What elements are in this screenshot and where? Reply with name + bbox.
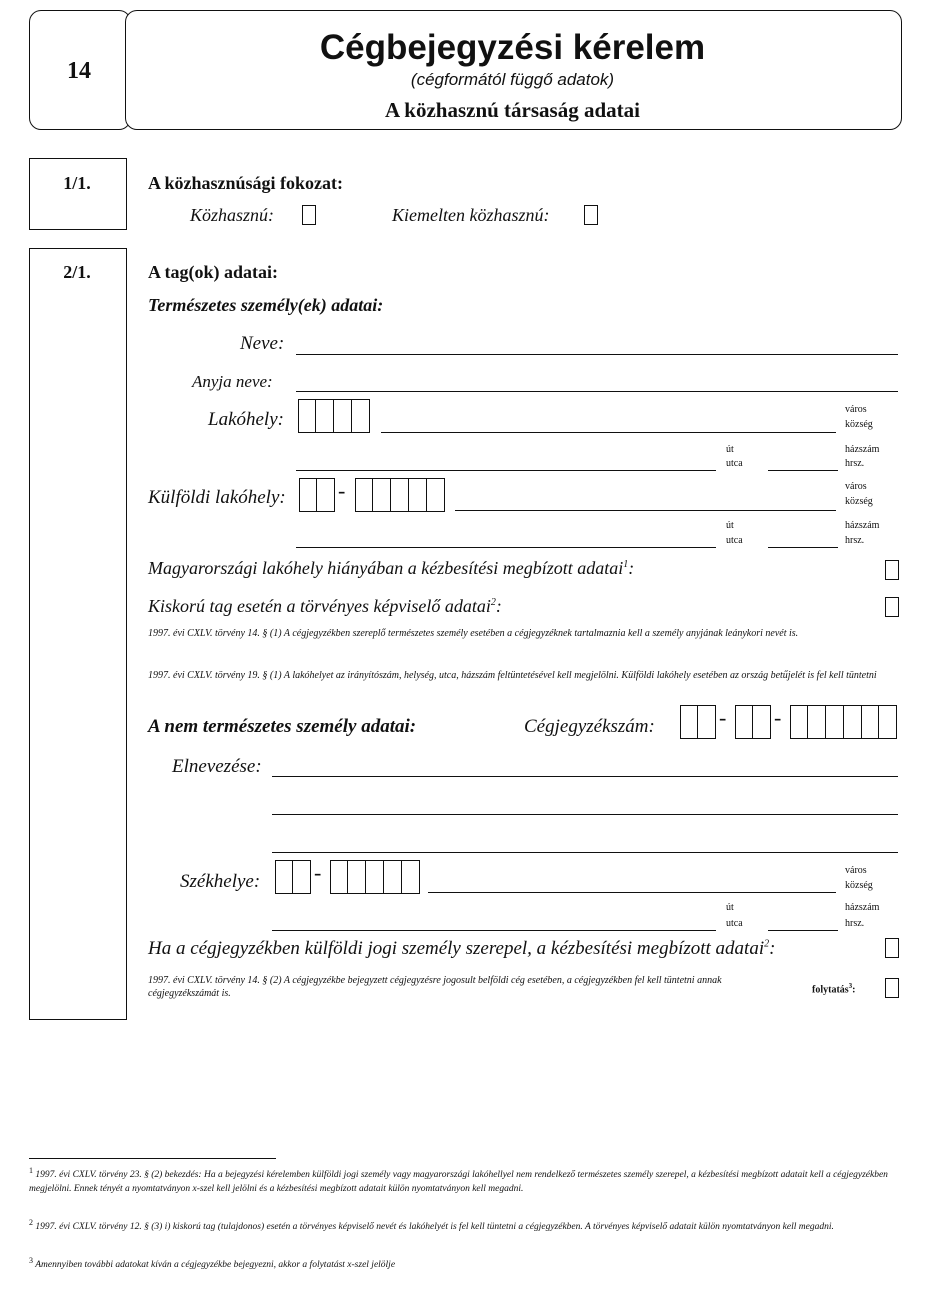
foreign-city-line[interactable]	[455, 510, 836, 511]
foreign-postcode-cells[interactable]	[356, 478, 445, 512]
reg-number-label: Cégjegyzékszám:	[524, 716, 655, 737]
foreign-utca: utca	[726, 535, 743, 546]
seat-varos: város	[845, 865, 867, 876]
seat-housenumber-line[interactable]	[768, 930, 838, 931]
entity-name-line-3[interactable]	[272, 852, 898, 853]
residence-street-line[interactable]	[296, 470, 716, 471]
residence-housenumber-line[interactable]	[768, 470, 838, 471]
residence-label: Lakóhely:	[208, 409, 284, 430]
name-label: Neve:	[240, 333, 285, 354]
footnote-ref-2: 2	[490, 597, 496, 608]
mother-name-label: Anyja neve:	[192, 372, 273, 391]
reg-number-form-cells[interactable]	[736, 705, 771, 739]
footnote-2: $^2$ 1997. évi CXLV. törvény 12. § (3) i) kiskorú tag (tulajdonos) esetén a törvényes képviselő nevét és lakóhelyét is fel kell tüntetni a cégjegyzékben. A törvényes képviselő adatait külön nyomtatványon kell megadni.	[29, 1218, 834, 1233]
reg-dash-1: -	[719, 705, 727, 730]
residence-hrsz: hrsz.	[845, 458, 865, 469]
name-input-line[interactable]	[296, 354, 898, 355]
kozhasznu-checkbox[interactable]	[302, 205, 316, 225]
foreign-kozseg: község	[845, 496, 873, 507]
form-number: 14	[67, 58, 91, 84]
seat-dash: -	[314, 860, 322, 885]
seat-city-line[interactable]	[428, 892, 836, 893]
residence-city-line[interactable]	[381, 432, 836, 433]
foreign-country-cells[interactable]	[300, 478, 335, 512]
section-title: A közhasznú társaság adatai	[385, 98, 640, 122]
page-subtitle: (cégformától függő adatok)	[410, 70, 615, 89]
legal-entity-heading: A nem természetes személy adatai:	[148, 716, 417, 737]
law-note-2: 1997. évi CXLV. törvény 19. § (1) A lakóhelyet az irányítószám, helység, utca, házszám feltüntetésével kell megjelölni. Külföldi lakóhely esetében az ország betűjelét is fel kell tüntetni	[148, 670, 877, 681]
foreign-residence-label: Külföldi lakóhely:	[148, 487, 286, 508]
foreign-dash: -	[338, 478, 346, 503]
kiemelten-kozhasznu-checkbox[interactable]	[584, 205, 598, 225]
footnote-3: $^3$ Amennyiben további adatokat kíván a cégjegyzékbe bejegyezni, akkor a folytatást x-szel jelölje	[29, 1256, 396, 1271]
seat-ut: út	[726, 902, 734, 913]
section-number-box-2	[29, 248, 127, 1020]
seat-label: Székhelye:	[180, 871, 261, 892]
section-number-box-1	[29, 158, 127, 230]
foreign-housenumber-line[interactable]	[768, 547, 838, 548]
residence-utca: utca	[726, 458, 743, 469]
foreign-street-line[interactable]	[296, 547, 716, 548]
seat-postcode-cells[interactable]	[331, 860, 420, 894]
section-heading-1: A közhasznúsági fokozat:	[148, 173, 344, 193]
footnote-ref-2b: 2	[764, 938, 770, 950]
minor-representative-checkbox[interactable]	[885, 597, 899, 617]
natural-persons-heading: Természetes személy(ek) adatai:	[148, 295, 384, 315]
section-number-1: 1/1.	[63, 173, 91, 193]
foreign-entity-agent-label: Ha a cégjegyzékben külföldi jogi személy szerepel, a kézbesítési megbízott adatai$^2$:	[148, 938, 776, 959]
option-kozhasznu-label: Közhasznú:	[190, 205, 275, 225]
footnote-ref-3: 3	[848, 982, 853, 990]
foreign-entity-agent-checkbox[interactable]	[885, 938, 899, 958]
law-note-1: 1997. évi CXLV. törvény 14. § (1) A cégjegyzékben szereplő természetes személy esetében a cégjegyzéknek tartalmaznia kell a személy anyjának leánykori nevét is.	[148, 628, 799, 639]
page-title: Cégbejegyzési kérelem	[319, 28, 706, 67]
minor-representative-label: Kiskorú tag esetén a törvényes képviselő adatai$^2$:	[148, 596, 502, 616]
residence-postcode-cells[interactable]	[299, 399, 370, 433]
delivery-agent-checkbox[interactable]	[885, 560, 899, 580]
reg-number-court-cells[interactable]	[681, 705, 716, 739]
entity-name-line-2[interactable]	[272, 814, 898, 815]
residence-kozseg: község	[845, 419, 873, 430]
entity-name-line-1[interactable]	[272, 776, 898, 777]
law-note-3: 1997. évi CXLV. törvény 14. § (2) A cégjegyzékbe bejegyzett cégjegyzésre jogosult belföldi cég esetében, a cégjegyzékben fel kell tüntetni annak cégjegyzékszámát is.	[148, 975, 722, 999]
reg-number-serial-cells[interactable]	[791, 705, 897, 739]
seat-hazszam: házszám	[845, 902, 880, 913]
continuation-checkbox[interactable]	[885, 978, 899, 998]
footnote-1: $^1$ 1997. évi CXLV. törvény 23. § (2) bekezdés: Ha a bejegyzési kérelemben külföldi jogi személy vagy magyarországi lakóhellyel nem rendelkező természetes személy szerepel, a kézbesítési megbízott adatait kell a cégjegyzékben megjelölni. Ennek tényét a nyomtatványon x-szel kell jelölni és a kézbesítési megbízott adatait külön nyomtatványon kell megadni.	[29, 1166, 888, 1194]
mother-name-input-line[interactable]	[296, 391, 898, 392]
residence-hazszam: házszám	[845, 444, 880, 455]
seat-hrsz: hrsz.	[845, 918, 865, 929]
foreign-varos: város	[845, 481, 867, 492]
entity-name-label: Elnevezése:	[172, 756, 262, 777]
seat-utca: utca	[726, 918, 743, 929]
seat-country-cells[interactable]	[276, 860, 311, 894]
option-kiemelten-label: Kiemelten közhasznú:	[392, 205, 550, 225]
seat-street-line[interactable]	[272, 930, 716, 931]
footnote-ref-1: 1	[623, 559, 629, 570]
delivery-agent-label: Magyarországi lakóhely hiányában a kézbesítési megbízott adatai$^1$:	[148, 558, 635, 578]
residence-varos: város	[845, 404, 867, 415]
foreign-ut: út	[726, 520, 734, 531]
continuation-label: folytatás$^3$:	[812, 982, 856, 996]
section-heading-2: A tag(ok) adatai:	[148, 262, 278, 282]
footnote-separator	[29, 1158, 276, 1159]
reg-dash-2: -	[774, 705, 782, 730]
seat-kozseg: község	[845, 880, 873, 891]
foreign-hrsz: hrsz.	[845, 535, 865, 546]
section-number-2: 2/1.	[63, 262, 91, 282]
residence-ut: út	[726, 444, 734, 455]
foreign-hazszam: házszám	[845, 520, 880, 531]
